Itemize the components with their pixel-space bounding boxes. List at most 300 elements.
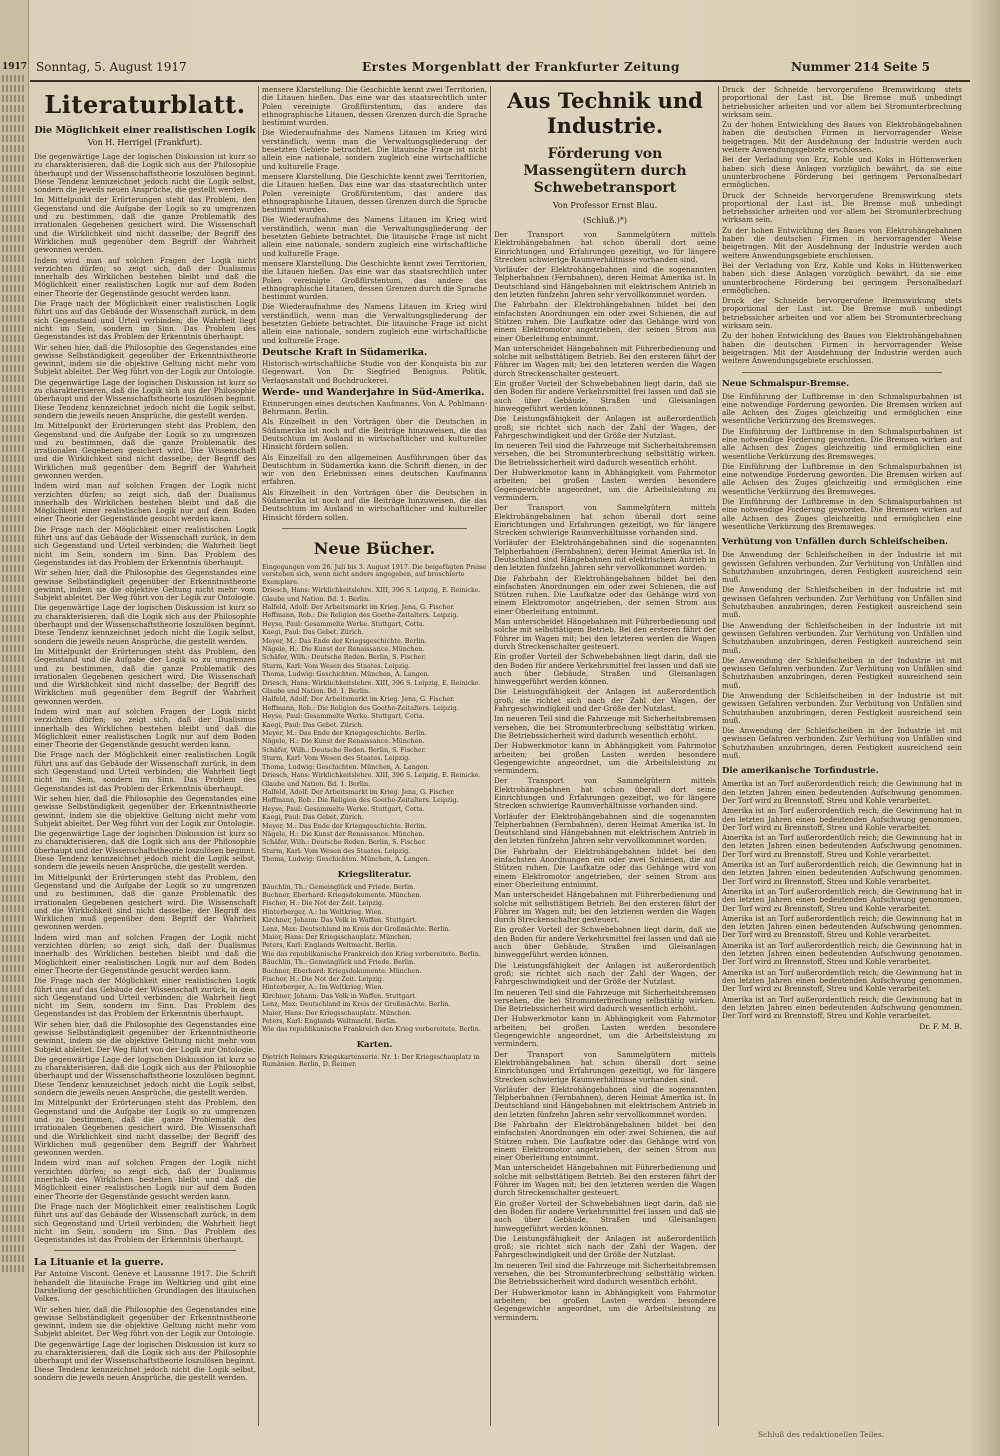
book-entry: Maier, Hans: Der Kriegsschauplatz. München. bbox=[262, 933, 412, 942]
book-entry: Nägele, H.: Die Kunst der Renaissance. München. bbox=[262, 645, 425, 654]
edge-text-line bbox=[2, 245, 26, 252]
edge-text-line bbox=[2, 1105, 26, 1112]
article-paragraph: Man unterscheidet Hängebahnen mit Führerbedienung und solche mit selbsttätigem Betrieb. Bei den ersteren fährt der Führer im Wagen mit; bei den letzteren werden die Wagen durch Streckenschalter gesteuert. bbox=[494, 1163, 716, 1198]
article-paragraph: Vorläufer der Elektrohängebahnen sind die sogenannten Telpherbahnen (Fernbahnen), deren Heimat Amerika ist. In Deutschland sind Hängebahnen mit elektrischem Antrieb in den letzten fünfzehn Jahren sehr vervollkommnet worden. bbox=[494, 265, 716, 300]
article-paragraph: Der Hubwerkmotor kann in Abhängigkeit vom Fahrmotor arbeiten; bei großen Lasten werden besondere Gegengewichte angeordnet, um die Arbeitsleistung zu vermindern. bbox=[494, 1014, 716, 1049]
edge-text-line bbox=[2, 965, 26, 972]
edge-text-line bbox=[2, 1135, 26, 1142]
book-entry: Heyse, Paul: Gesammelte Werke. Stuttgart, Cotta. bbox=[262, 804, 425, 813]
article-paragraph: Im Mittelpunkt der Erörterungen steht das Problem, den Gegenstand und die Aufgabe der Logik so zu umgrenzen und zu bestimmen, daß die ganze Problematik des irrationalen Gegebenen gesichert wird. Die Wissenschaft und die Wirklichkeit sind nicht dasselbe; der Begriff des Wirklichen muß gegenüber dem Begriff der Wahrheit gewonnen werden. bbox=[34, 421, 256, 480]
edge-text-line bbox=[2, 945, 26, 952]
article-paragraph: Im Mittelpunkt der Erörterungen steht das Problem, den Gegenstand und die Aufgabe der Logik so zu umgrenzen und zu bestimmen, daß die ganze Problematik des irrationalen Gegebenen gesichert wird. Die Wissenschaft und die Wirklichkeit sind nicht dasselbe; der Begriff des Wirklichen muß gegenüber dem Begriff der Wahrheit gewonnen werden. bbox=[34, 646, 256, 706]
book-entry: Kaegi, Paul: Das Gebet. Zürich. bbox=[262, 628, 364, 637]
article-paragraph: Wir sehen hier, daß die Philosophie des Gegenstandes eine gewisse Selbständigkeit gegenüber der Erkenntnistheorie gewinnt, indem sie die objektive Geltung nicht mehr vom Subjekt ableitet. Der Weg führt von der Logik zur Ontologie. bbox=[34, 1019, 256, 1054]
article-paragraph: Wir sehen hier, daß die Philosophie des Gegenstandes eine gewisse Selbständigkeit gegenüber der Erkenntnistheorie gewinnt, indem sie die objektive Geltung nicht mehr vom Subjekt ableitet. Der Weg führt von der Logik zur Ontologie. bbox=[34, 568, 256, 603]
article-paragraph: Indem wird man auf solchen Fragen der Logik nicht verzichten dürfen; so zeigt sich, daß der Dualismus innerhalb des Wirklichen bestehen bleibt und daß die Möglichkeit einer realistischen Logik nur auf dem Boden einer Theorie der Gegenstände gesucht werden kann. bbox=[34, 707, 256, 750]
article-paragraph: Im neueren Teil sind die Fahrzeuge mit Sicherheitsbremsen versehen, die bei Stromunterbrechung selbsttätig wirken. Die Betriebssicherheit wird dadurch wesentlich erhöht. bbox=[494, 987, 716, 1014]
book-entry: Hoffmann, Rob.: Die Religion des Goethe-Zeitalters. Leipzig. bbox=[262, 703, 459, 712]
book-entry: Fischer, H.: Die Not der Zeit. Leipzig. bbox=[262, 975, 385, 984]
edge-text-lines bbox=[0, 75, 28, 1272]
article-paragraph: Im neueren Teil sind die Fahrzeuge mit Sicherheitsbremsen versehen, die bei Stromunterbrechung selbsttätig wirken. Die Betriebssicherheit wird dadurch wesentlich erhöht. bbox=[494, 1260, 716, 1287]
edge-text-line bbox=[2, 75, 26, 82]
article-paragraph: Man unterscheidet Hängebahnen mit Führerbedienung und solche mit selbsttätigem Betrieb. Bei den ersteren fährt der Führer im Wagen mit; bei den letzteren werden die Wagen durch Streckenschalter gesteuert. bbox=[494, 890, 716, 925]
edge-text-line bbox=[2, 555, 26, 562]
edge-text-line bbox=[2, 895, 26, 902]
edge-text-line bbox=[2, 1185, 26, 1192]
book-entry: Schäfer, Wilh.: Deutsche Reden. Berlin, S. Fischer. bbox=[262, 745, 426, 754]
edge-text-line bbox=[2, 345, 26, 352]
article-paragraph: mensere Klarstellung. Die Geschichte kennt zwei Territorien, die Litauen hießen. Das eine war das staatsrechtlich unter Polen vereinigte Großfürstentum, das andere das ethnographische Litauen, dessen Grenzen durch die Sprache bestimmt wurden. bbox=[262, 171, 487, 215]
article-paragraph: Der Hubwerkmotor kann in Abhängigkeit vom Fahrmotor arbeiten; bei großen Lasten werden besondere Gegengewichte angeordnet, um die Arbeitsleistung zu vermindern. bbox=[494, 1287, 716, 1322]
notice-text: Die Anwendung der Schleifscheiben in der Industrie ist mit gewissen Gefahren verbunden. Zur Verhütung von Unfällen sind Schutzhauben anzubringen, deren Festigkeit ausreichend sein muß. bbox=[722, 691, 962, 725]
book-entry: Schäfer, Wilh.: Deutsche Reden. Berlin, S. Fischer. bbox=[262, 653, 426, 662]
book-entry: Maier, Hans: Der Kriegsschauplatz. München. bbox=[262, 1008, 412, 1017]
book-entry: Glaube und Nation. Bd. 1. Berlin. bbox=[262, 779, 371, 788]
edge-text-line bbox=[2, 785, 26, 792]
article-paragraph: Die Frage nach der Möglichkeit einer realistischen Logik führt uns auf das Gebäude der Wissenschaft zurück, in dem sich Gegenstand und Urteil verbinden; die Wahrheit liegt nicht im Sein, sondern im Sinn. Das Problem des Gegenstandes ist das Problem der Erkenntnis überhaupt. bbox=[34, 1201, 256, 1245]
notice-text: Die Anwendung der Schleifscheiben in der Industrie ist mit gewissen Gefahren verbunden. Zur Verhütung von Unfällen sind Schutzhauben anzubringen, deren Festigkeit ausreichend sein muß. bbox=[722, 655, 962, 690]
edge-text-line bbox=[2, 745, 26, 752]
edge-text-line bbox=[2, 685, 26, 692]
edge-text-line bbox=[2, 695, 26, 702]
book-entry: Hoffmann, Rob.: Die Religion des Goethe-Zeitalters. Leipzig. bbox=[262, 796, 459, 805]
article-paragraph: Im neueren Teil sind die Fahrzeuge mit Sicherheitsbremsen versehen, die bei Stromunterbrechung selbsttätig wirken. Die Betriebssicherheit wird dadurch wesentlich erhöht. bbox=[494, 441, 716, 467]
edge-text-line bbox=[2, 675, 26, 682]
edge-text-line bbox=[2, 235, 26, 242]
edge-text-line bbox=[2, 1265, 26, 1272]
book-entry: Meyer, M.: Das Ende der Kriegsgeschichte. Berlin. bbox=[262, 729, 427, 738]
notice-text: Die Anwendung der Schleifscheiben in der Industrie ist mit gewissen Gefahren verbunden. Zur Verhütung von Unfällen sind Schutzhauben anzubringen, deren Festigkeit ausreichend sein muß. bbox=[722, 585, 962, 620]
edge-text-line bbox=[2, 665, 26, 672]
notice-text: Die Einführung der Luftbremse in den Schmalspurbahnen ist eine notwendige Forderung geworden. Die Bremsen wirken auf alle Achsen des Zuges gleichzeitig und ermöglichen eine wesentliche Verkürzung des Bremsweges. bbox=[722, 497, 962, 531]
edge-text-line bbox=[2, 575, 26, 582]
section-title-technik: Aus Technik und Industrie. bbox=[507, 88, 703, 138]
edge-text-line bbox=[2, 935, 26, 942]
edge-text-line bbox=[2, 1215, 26, 1222]
book-entry: Kirchner, Johann: Das Volk in Waffen. Stuttgart. bbox=[262, 916, 417, 925]
edge-text-line bbox=[2, 565, 26, 572]
book-entry: Nägele, H.: Die Kunst der Renaissance. München. bbox=[262, 737, 425, 746]
book-entry: Nägele, H.: Die Kunst der Renaissance. München. bbox=[262, 829, 425, 838]
edge-text-line bbox=[2, 385, 26, 392]
notice-text: Die Einführung der Luftbremse in den Schmalspurbahnen ist eine notwendige Forderung geworden. Die Bremsen wirken auf alle Achsen des Zuges gleichzeitig und ermöglichen eine wesentliche Verkürzung des Bremsweges. bbox=[722, 461, 962, 496]
edge-text-line bbox=[2, 255, 26, 262]
edge-text-line bbox=[2, 1125, 26, 1132]
edge-text-line bbox=[2, 1055, 26, 1062]
article-byline: Von Professor Ernst Blau. bbox=[552, 201, 658, 210]
article-paragraph: Als Einzelheit in den Vorträgen über die Deutschen in Südamerika ist noch auf die Beiträge hinzuweisen, die das Deutschtum im Ausland in wirtschaftlicher und kultureller Hinsicht fördern sollen. bbox=[262, 417, 487, 452]
article-paragraph: Druck der Schneide hervorgerufene Bremswirkung stets proportional der Last ist. Die Bremse muß unbedingt betriebssicher arbeiten und vor allem bei Stromunterbrechung wirksam sein. bbox=[722, 86, 962, 119]
book-entry: Heyse, Paul: Gesammelte Werke. Stuttgart, Cotta. bbox=[262, 712, 425, 721]
notice-text: Amerika ist an Torf außerordentlich reich; die Gewinnung hat in den letzten Jahren einen bedeutenden Aufschwung genommen. Der Torf wird zu Brennstoff, Streu und Kohle verarbeitet. bbox=[722, 886, 962, 913]
edge-text-line bbox=[2, 835, 26, 842]
edge-text-line bbox=[2, 325, 26, 332]
article-paragraph: Die gegenwärtige Lage der logischen Diskussion ist kurz so zu charakterisieren, daß die Logik sich aus der Philosophie überhaupt und der Wissenschaftstheorie loszulösen beginnt. Diese Tendenz kennzeichnet jedoch nicht die Logik selbst, sondern die jeweils neuen Ansprüche, die gestellt werden. bbox=[34, 1054, 256, 1098]
edge-text-line bbox=[2, 905, 26, 912]
edge-text-line bbox=[2, 845, 26, 852]
notice-title: Neue Schmalspur-Bremse. bbox=[722, 378, 850, 389]
article-paragraph: Druck der Schneide hervorgerufene Bremswirkung stets proportional der Last ist. Die Bremse muß unbedingt betriebssicher arbeiten und vor allem bei Stromunterbrechung wirksam sein. bbox=[722, 296, 962, 331]
edge-text-line bbox=[2, 375, 26, 382]
edge-text-line bbox=[2, 195, 26, 202]
book-entry: Hinterberger, A.: Im Weltkrieg. Wien. bbox=[262, 907, 384, 916]
book-entry: Thoma, Ludwig: Geschichten. München, A. Langen. bbox=[262, 855, 430, 864]
edge-year: 1917 bbox=[2, 62, 28, 72]
edge-text-line bbox=[2, 225, 26, 232]
book-entry: Heyse, Paul: Gesammelte Werke. Stuttgart, Cotta. bbox=[262, 619, 425, 628]
edge-text-line bbox=[2, 465, 26, 472]
edge-text-line bbox=[2, 625, 26, 632]
column-book-reviews bbox=[262, 86, 487, 1436]
book-entry: Bäuchlin, Th.: Gemeinglück und Friede. Berlin. bbox=[262, 958, 416, 967]
edge-text-line bbox=[2, 875, 26, 882]
book-entry: Driesch, Hans: Wirklichkeitslehre. XIII, 396 S. Leipzig, E. Reinicke. bbox=[262, 586, 481, 595]
edge-text-line bbox=[2, 315, 26, 322]
article-paragraph: Man unterscheidet Hängebahnen mit Führerbedienung und solche mit selbsttätigem Betrieb. Bei den ersteren fährt der Führer im Wagen mit; bei den letzteren werden die Wagen durch Streckenschalter gesteuert. bbox=[494, 343, 716, 378]
edge-text-line bbox=[2, 1255, 26, 1262]
header-masthead: Erstes Morgenblatt der Frankfurter Zeitung bbox=[362, 60, 680, 74]
review-text: Historisch-wirtschaftliche Studie von der Konquista bis zur Gegenwart. Von Dr. Siegfried Benignus. Politik, Verlagsanstalt und Buchdruckerei. bbox=[262, 358, 487, 385]
edge-text-line bbox=[2, 285, 26, 292]
edge-text-line bbox=[2, 755, 26, 762]
edge-text-line bbox=[2, 1045, 26, 1052]
review-title: Deutsche Kraft in Südamerika. bbox=[262, 346, 428, 358]
signature: Dr. F. M. B. bbox=[919, 1022, 962, 1032]
edge-text-line bbox=[2, 925, 26, 932]
list-intro: Eingegangen vom 26. Juli bis 3. August 1917. Die beigefügten Preise verstehen sich, wenn nicht anders angegeben, auf broschierte Exemplare. bbox=[262, 562, 487, 586]
book-entry: Peters, Karl: Englands Weltmacht. Berlin. bbox=[262, 941, 398, 950]
article-paragraph: Vorläufer der Elektrohängebahnen sind die sogenannten Telpherbahnen (Fernbahnen), deren Heimat Amerika ist. In Deutschland sind Hängebahnen mit elektrischem Antrieb in den letzten fünfzehn Jahren sehr vervollkommnet worden. bbox=[494, 538, 716, 573]
edge-text-line bbox=[2, 155, 26, 162]
edge-text-line bbox=[2, 275, 26, 282]
article-paragraph: Wir sehen hier, daß die Philosophie des Gegenstandes eine gewisse Selbständigkeit gegenüber der Erkenntnistheorie gewinnt, indem sie die objektive Geltung nicht mehr vom Subjekt ableitet. Der Weg führt von der Logik zur Ontologie. bbox=[34, 1304, 256, 1339]
edge-text-line bbox=[2, 775, 26, 782]
edge-text-line bbox=[2, 1165, 26, 1172]
edge-text-line bbox=[2, 705, 26, 712]
divider bbox=[742, 372, 942, 373]
book-entry: Glaube und Nation. Bd. 1. Berlin. bbox=[262, 687, 371, 696]
book-entry: Thoma, Ludwig: Geschichten. München, A. Langen. bbox=[262, 670, 430, 679]
book-entry: Driesch, Hans: Wirklichkeitslehre. XIII, 396 S. Leipzig, E. Reinicke. bbox=[262, 771, 481, 780]
book-entry: Wie das republikanische Frankreich den Krieg vorbereitete. Berlin. bbox=[262, 1025, 481, 1034]
edge-text-line bbox=[2, 475, 26, 482]
edge-text-line bbox=[2, 165, 26, 172]
column-technik bbox=[494, 86, 716, 1436]
edge-text-line bbox=[2, 605, 26, 612]
article-paragraph: Im Mittelpunkt der Erörterungen steht das Problem, den Gegenstand und die Aufgabe der Logik so zu umgrenzen und zu bestimmen, daß die ganze Problematik des irrationalen Gegebenen gesichert wird. Die Wissenschaft und die Wirklichkeit sind nicht dasselbe; der Begriff des Wirklichen muß gegenüber dem Begriff der Wahrheit gewonnen werden. bbox=[34, 195, 256, 255]
edge-text-line bbox=[2, 1095, 26, 1102]
notice-text: Die Einführung der Luftbremse in den Schmalspurbahnen ist eine notwendige Forderung geworden. Die Bremsen wirken auf alle Achsen des Zuges gleichzeitig und ermöglichen eine wesentliche Verkürzung des Bremsweges. bbox=[722, 391, 962, 426]
article-paragraph: Der Transport von Sammelgütern mittels Elektrohängebahnen hat schon überall dort seine Einrichtungen und Erfahrungen gezeitigt, wo für längere Strecken schwierige Raumverhältnisse vorhanden sind. bbox=[494, 1049, 716, 1084]
notice-text: Amerika ist an Torf außerordentlich reich; die Gewinnung hat in den letzten Jahren einen bedeutenden Aufschwung genommen. Der Torf wird zu Brennstoff, Streu und Kohle verarbeitet. bbox=[722, 967, 962, 994]
article-paragraph: Die Frage nach der Möglichkeit einer realistischen Logik führt uns auf das Gebäude der Wissenschaft zurück, in dem sich Gegenstand und Urteil verbinden; die Wahrheit liegt nicht im Sein, sondern im Sinn. Das Problem des Gegenstandes ist das Problem der Erkenntnis überhaupt. bbox=[34, 976, 256, 1019]
book-entry: Bäuchlin, Th.: Gemeinglück und Friede. Berlin. bbox=[262, 882, 416, 891]
notice-text: Amerika ist an Torf außerordentlich reich; die Gewinnung hat in den letzten Jahren einen bedeutenden Aufschwung genommen. Der Torf wird zu Brennstoff, Streu und Kohle verarbeitet. bbox=[722, 779, 962, 805]
edge-text-line bbox=[2, 545, 26, 552]
edge-text-line bbox=[2, 885, 26, 892]
edge-text-line bbox=[2, 1075, 26, 1082]
article-paragraph: Wir sehen hier, daß die Philosophie des Gegenstandes eine gewisse Selbständigkeit gegenüber der Erkenntnistheorie gewinnt, indem sie die objektive Geltung nicht mehr vom Subjekt ableitet. Der Weg führt von der Logik zur Ontologie. bbox=[34, 342, 256, 377]
section-title-karten: Karten. bbox=[356, 1039, 393, 1050]
edge-text-line bbox=[2, 365, 26, 372]
book-entry: Sturm, Karl: Vom Wesen des Staates. Leipzig. bbox=[262, 846, 411, 855]
book-list bbox=[262, 587, 487, 863]
article-byline: Von H. Herrigel (Frankfurt). bbox=[87, 138, 203, 147]
notice-text: Die Anwendung der Schleifscheiben in der Industrie ist mit gewissen Gefahren verbunden. Zur Verhütung von Unfällen sind Schutzhauben anzubringen, deren Festigkeit ausreichend sein muß. bbox=[722, 620, 962, 655]
notice-text: Amerika ist an Torf außerordentlich reich; die Gewinnung hat in den letzten Jahren einen bedeutenden Aufschwung genommen. Der Torf wird zu Brennstoff, Streu und Kohle verarbeitet. bbox=[722, 913, 962, 940]
edge-text-line bbox=[2, 145, 26, 152]
notice-text: Amerika ist an Torf außerordentlich reich; die Gewinnung hat in den letzten Jahren einen bedeutenden Aufschwung genommen. Der Torf wird zu Brennstoff, Streu und Kohle verarbeitet. bbox=[722, 806, 962, 832]
footer-note: Schluß des redaktionellen Teiles. bbox=[758, 1430, 885, 1439]
edge-text-line bbox=[2, 415, 26, 422]
book-entry: Meyer, M.: Das Ende der Kriegsgeschichte. Berlin. bbox=[262, 821, 427, 830]
edge-text-line bbox=[2, 95, 26, 102]
book-entry: Sturm, Karl: Vom Wesen des Staates. Leipzig. bbox=[262, 661, 411, 670]
column-technik-continued bbox=[722, 86, 962, 1436]
book-entry: Kirchner, Johann: Das Volk in Waffen. Stuttgart. bbox=[262, 991, 417, 1000]
edge-text-line bbox=[2, 865, 26, 872]
notice-text: Amerika ist an Torf außerordentlich reich; die Gewinnung hat in den letzten Jahren einen bedeutenden Aufschwung genommen. Der Torf wird zu Brennstoff, Streu und Kohle verarbeitet. bbox=[722, 833, 962, 859]
article-paragraph: mensere Klarstellung. Die Geschichte kennt zwei Territorien, die Litauen hießen. Das eine war das staatsrechtlich unter Polen vereinigte Großfürstentum, das andere das ethnographische Litauen, dessen Grenzen durch die Sprache bestimmt wurden. bbox=[262, 258, 487, 302]
edge-text-line bbox=[2, 995, 26, 1002]
map-entry: Dietrich Reimers Kriegskartenserie. Nr. 1: Der Kriegsschauplatz in Rumänien. Berlin, D. Reimer. bbox=[262, 1052, 480, 1069]
article-paragraph: Druck der Schneide hervorgerufene Bremswirkung stets proportional der Last ist. Die Bremse muß unbedingt betriebssicher arbeiten und vor allem bei Stromunterbrechung wirksam sein. bbox=[722, 190, 962, 225]
article-paragraph: Die gegenwärtige Lage der logischen Diskussion ist kurz so zu charakterisieren, daß die Logik sich aus der Philosophie überhaupt und der Wissenschaftstheorie loszulösen beginnt. Diese Tendenz kennzeichnet jedoch nicht die Logik selbst, sondern die jeweils neuen Ansprüche, die gestellt werden. bbox=[34, 1339, 256, 1382]
article-paragraph: Die Frage nach der Möglichkeit einer realistischen Logik führt uns auf das Gebäude der Wissenschaft zurück, in dem sich Gegenstand und Urteil verbinden; die Wahrheit liegt nicht im Sein, sondern im Sinn. Das Problem des Gegenstandes ist das Problem der Erkenntnis überhaupt. bbox=[34, 299, 256, 342]
edge-text-line bbox=[2, 825, 26, 832]
article-body bbox=[494, 231, 716, 1322]
edge-text-line bbox=[2, 1005, 26, 1012]
edge-text-line bbox=[2, 815, 26, 822]
edge-text-line bbox=[2, 615, 26, 622]
book-entry: Schäfer, Wilh.: Deutsche Reden. Berlin, S. Fischer. bbox=[262, 838, 426, 847]
article-paragraph: Ein großer Vorteil der Schwebebahnen liegt darin, daß sie den Boden für andere Verkehrsmittel frei lassen und daß sie auch über Gebäude, Straßen und Gleisanlagen hinweggeführt werden können. bbox=[494, 379, 716, 413]
article-paragraph: Als Einzelfall zu den allgemeinen Ausführungen über das Deutschtum in Südamerika kann die Schrift dienen, in der wir von den Erlebnissen eines deutschen Kaufmanns erfahren. bbox=[262, 452, 487, 487]
book-entry: Lenz, Max: Deutschland im Kreis der Großmächte. Berlin. bbox=[262, 1000, 451, 1009]
edge-text-line bbox=[2, 1195, 26, 1202]
divider bbox=[282, 528, 467, 529]
edge-text-line bbox=[2, 1085, 26, 1092]
divider bbox=[54, 1250, 236, 1251]
edge-text-line bbox=[2, 1155, 26, 1162]
edge-text-line bbox=[2, 215, 26, 222]
book-entry: Lenz, Max: Deutschland im Kreis der Großmächte. Berlin. bbox=[262, 924, 451, 933]
edge-text-line bbox=[2, 1025, 26, 1032]
edge-text-line bbox=[2, 985, 26, 992]
edge-text-line bbox=[2, 1235, 26, 1242]
edge-text-line bbox=[2, 455, 26, 462]
edge-text-line bbox=[2, 915, 26, 922]
edge-text-line bbox=[2, 525, 26, 532]
article-paragraph: Der Transport von Sammelgütern mittels Elektrohängebahnen hat schon überall dort seine Einrichtungen und Erfahrungen gezeitigt, wo für längere Strecken schwierige Raumverhältnisse vorhanden sind. bbox=[494, 776, 716, 811]
edge-text-line bbox=[2, 135, 26, 142]
book-entry: Hoffmann, Rob.: Die Religion des Goethe-Zeitalters. Leipzig. bbox=[262, 611, 459, 620]
edge-text-line bbox=[2, 1065, 26, 1072]
article-paragraph: Im Mittelpunkt der Erörterungen steht das Problem, den Gegenstand und die Aufgabe der Logik so zu umgrenzen und zu bestimmen, daß die ganze Problematik des irrationalen Gegebenen gesichert wird. Die Wissenschaft und die Wirklichkeit sind nicht dasselbe; der Begriff des Wirklichen muß gegenüber dem Begriff der Wahrheit gewonnen werden. bbox=[34, 872, 256, 932]
notice-text: Amerika ist an Torf außerordentlich reich; die Gewinnung hat in den letzten Jahren einen bedeutenden Aufschwung genommen. Der Torf wird zu Brennstoff, Streu und Kohle verarbeitet. bbox=[722, 860, 962, 886]
book-entry: Glaube und Nation. Bd. 1. Berlin. bbox=[262, 594, 371, 603]
article-paragraph: Indem wird man auf solchen Fragen der Logik nicht verzichten dürfen; so zeigt sich, daß der Dualismus innerhalb des Wirklichen bestehen bleibt und daß die Möglichkeit einer realistischen Logik nur auf dem Boden einer Theorie der Gegenstände gesucht werden kann. bbox=[34, 932, 256, 975]
edge-text-line bbox=[2, 425, 26, 432]
book-entry: Hinterberger, A.: Im Weltkrieg. Wien. bbox=[262, 983, 384, 992]
edge-text-line bbox=[2, 185, 26, 192]
article-paragraph: Zu der hohen Entwicklung des Baues von Elektrohängebahnen haben die deutschen Firmen in hervorragender Weise beigetragen. Mit der Ausdehnung der Industrie werden auch weitere Anwendungsgebiete erschlossen. bbox=[722, 331, 962, 366]
article-paragraph: Die Fahrbahn der Elektrohängebahnen bildet bei den einfachsten Anordnungen ein oder zwei Schienen, die auf Stützen ruhen. Die Laufkatze oder das Gehänge wird von einem Elektromotor angetrieben, der seinen Strom aus einer Oberleitung entnimmt. bbox=[494, 300, 716, 343]
edge-text-line bbox=[2, 975, 26, 982]
edge-text-line bbox=[2, 585, 26, 592]
column-rule bbox=[258, 86, 259, 1426]
article-paragraph: Vorläufer der Elektrohängebahnen sind die sogenannten Telpherbahnen (Fernbahnen), deren Heimat Amerika ist. In Deutschland sind Hängebahnen mit elektrischem Antrieb in den letzten fünfzehn Jahren sehr vervollkommnet worden. bbox=[494, 1084, 716, 1119]
article-paragraph: mensere Klarstellung. Die Geschichte kennt zwei Territorien, die Litauen hießen. Das eine war das staatsrechtlich unter Polen vereinigte Großfürstentum, das andere das ethnographische Litauen, dessen Grenzen durch die Sprache bestimmt wurden. bbox=[262, 86, 487, 128]
edge-text-line bbox=[2, 725, 26, 732]
section-title-neue-buecher: Neue Bücher. bbox=[313, 538, 436, 558]
edge-text-line bbox=[2, 1145, 26, 1152]
article-paragraph: Die Fahrbahn der Elektrohängebahnen bildet bei den einfachsten Anordnungen ein oder zwei Schienen, die auf Stützen ruhen. Die Laufkatze oder das Gehänge wird von einem Elektromotor angetrieben, der seinen Strom aus einer Oberleitung entnimmt. bbox=[494, 573, 716, 616]
edge-text-line bbox=[2, 115, 26, 122]
article-paragraph: Als Einzelheit in den Vorträgen über die Deutschen in Südamerika ist noch auf die Beiträge hinzuweisen, die das Deutschtum im Ausland in wirtschaftlicher und kultureller Hinsicht fördern sollen. bbox=[262, 487, 487, 522]
edge-text-line bbox=[2, 445, 26, 452]
article-paragraph: Bei der Verladung von Erz, Kohle und Koks in Hüttenwerken haben sich diese Anlagen vorzüglich bewährt, da sie eine ununterbrochene Förderung bei geringem Personalbedarf ermöglichen. bbox=[722, 260, 962, 295]
review-text: Erinnerungen eines deutschen Kaufmanns. Von A. Pohlmann-Behrmann. Berlin. bbox=[262, 398, 487, 417]
book-entry: Sturm, Karl: Vom Wesen des Staates. Leipzig. bbox=[262, 754, 411, 763]
edge-text-line bbox=[2, 655, 26, 662]
article-paragraph: Der Transport von Sammelgütern mittels Elektrohängebahnen hat schon überall dort seine Einrichtungen und Erfahrungen gezeitigt, wo für längere Strecken schwierige Raumverhältnisse vorhanden sind. bbox=[494, 230, 716, 264]
article-paragraph: Die Leistungsfähigkeit der Anlagen ist außerordentlich groß; sie richtet sich nach der Zahl der Wagen, der Fahrgeschwindigkeit und der Größe der Nutzlast. bbox=[494, 960, 716, 987]
edge-text-line bbox=[2, 1015, 26, 1022]
article-paragraph: Der Hubwerkmotor kann in Abhängigkeit vom Fahrmotor arbeiten; bei großen Lasten werden besondere Gegengewichte angeordnet, um die Arbeitsleistung zu vermindern. bbox=[494, 741, 716, 776]
header-page-number: Nummer 214 Seite 5 bbox=[790, 60, 930, 74]
article-paragraph: Die Fahrbahn der Elektrohängebahnen bildet bei den einfachsten Anordnungen ein oder zwei Schienen, die auf Stützen ruhen. Die Laufkatze oder das Gehänge wird von einem Elektromotor angetrieben, der seinen Strom aus einer Oberleitung entnimmt. bbox=[494, 846, 716, 889]
edge-text-line bbox=[2, 765, 26, 772]
article-paragraph: Man unterscheidet Hängebahnen mit Führerbedienung und solche mit selbsttätigem Betrieb. Bei den ersteren fährt der Führer im Wagen mit; bei den letzteren werden die Wagen durch Streckenschalter gesteuert. bbox=[494, 617, 716, 651]
edge-text-line bbox=[2, 405, 26, 412]
article-paragraph: Die Leistungsfähigkeit der Anlagen ist außerordentlich groß; sie richtet sich nach der Zahl der Wagen, der Fahrgeschwindigkeit und der Größe der Nutzlast. bbox=[494, 687, 716, 714]
edge-text-line bbox=[2, 1035, 26, 1042]
edge-text-line bbox=[2, 1175, 26, 1182]
article-paragraph: Die Frage nach der Möglichkeit einer realistischen Logik führt uns auf das Gebäude der Wissenschaft zurück, in dem sich Gegenstand und Urteil verbinden; die Wahrheit liegt nicht im Sein, sondern im Sinn. Das Problem des Gegenstandes ist das Problem der Erkenntnis überhaupt. bbox=[34, 524, 256, 567]
article-paragraph: Im Mittelpunkt der Erörterungen steht das Problem, den Gegenstand und die Aufgabe der Logik so zu umgrenzen und zu bestimmen, daß die ganze Problematik des irrationalen Gegebenen gesichert wird. Die Wissenschaft und die Wirklichkeit sind nicht dasselbe; der Begriff des Wirklichen muß gegenüber dem Begriff der Wahrheit gewonnen werden. bbox=[34, 1098, 256, 1158]
article-paragraph: Bei der Verladung von Erz, Kohle und Koks in Hüttenwerken haben sich diese Anlagen vorzüglich bewährt, da sie eine ununterbrochene Förderung bei geringem Personalbedarf ermöglichen. bbox=[722, 155, 962, 190]
article-paragraph: Die Leistungsfähigkeit der Anlagen ist außerordentlich groß; sie richtet sich nach der Zahl der Wagen, der Fahrgeschwindigkeit und der Größe der Nutzlast. bbox=[494, 1233, 716, 1260]
edge-text-line bbox=[2, 515, 26, 522]
edge-text-line bbox=[2, 355, 26, 362]
section-title-kriegsliteratur: Kriegsliteratur. bbox=[337, 869, 412, 880]
article-paragraph: Im neueren Teil sind die Fahrzeuge mit Sicherheitsbremsen versehen, die bei Stromunterbrechung selbsttätig wirken. Die Betriebssicherheit wird dadurch wesentlich erhöht. bbox=[494, 714, 716, 740]
section-title-literaturblatt: Literaturblatt. bbox=[44, 90, 246, 119]
article-paragraph: Die gegenwärtige Lage der logischen Diskussion ist kurz so zu charakterisieren, daß die Logik sich aus der Philosophie überhaupt und der Wissenschaftstheorie loszulösen beginnt. Diese Tendenz kennzeichnet jedoch nicht die Logik selbst, sondern die jeweils neuen Ansprüche, die gestellt werden. bbox=[34, 152, 256, 195]
article-paragraph: Indem wird man auf solchen Fragen der Logik nicht verzichten dürfen; so zeigt sich, daß der Dualismus innerhalb des Wirklichen bestehen bleibt und daß die Möglichkeit einer realistischen Logik nur auf dem Boden einer Theorie der Gegenstände gesucht werden kann. bbox=[34, 1158, 256, 1201]
edge-text-line bbox=[2, 85, 26, 92]
edge-text-line bbox=[2, 395, 26, 402]
article-paragraph: Die Wiederaufnahme des Namens Litauen im Krieg wird verständlich, wenn man die Verwaltungsgliederung der besetzten Gebiete betrachtet. Die litauische Frage ist nicht allein eine nationale, sondern zugleich eine wirtschaftliche und kulturelle Frage. bbox=[262, 128, 487, 171]
article-paragraph: Vorläufer der Elektrohängebahnen sind die sogenannten Telpherbahnen (Fernbahnen), deren Heimat Amerika ist. In Deutschland sind Hängebahnen mit elektrischem Antrieb in den letzten fünfzehn Jahren sehr vervollkommnet worden. bbox=[494, 811, 716, 846]
edge-text-line bbox=[2, 505, 26, 512]
book-entry: Halfeld, Adolf: Der Arbeitsmarkt im Krieg. Jena, G. Fischer. bbox=[262, 787, 455, 796]
review-title: Werde- und Wanderjahre in Süd-Amerika. bbox=[262, 386, 485, 398]
book-entry: Halfeld, Adolf: Der Arbeitsmarkt im Krieg. Jena, G. Fischer. bbox=[262, 602, 455, 611]
book-entry: Kaegi, Paul: Das Gebet. Zürich. bbox=[262, 813, 364, 822]
edge-text-line bbox=[2, 495, 26, 502]
header-date: Sonntag, 5. August 1917 bbox=[36, 60, 187, 74]
article-paragraph: Der Transport von Sammelgütern mittels Elektrohängebahnen hat schon überall dort seine Einrichtungen und Erfahrungen gezeitigt, wo für längere Strecken schwierige Raumverhältnisse vorhanden sind. bbox=[494, 503, 716, 538]
edge-text-line bbox=[2, 295, 26, 302]
column-rule bbox=[490, 86, 491, 1426]
article-paragraph: Die gegenwärtige Lage der logischen Diskussion ist kurz so zu charakterisieren, daß die Logik sich aus der Philosophie überhaupt und der Wissenschaftstheorie loszulösen beginnt. Diese Tendenz kennzeichnet jedoch nicht die Logik selbst, sondern die jeweils neuen Ansprüche, die gestellt werden. bbox=[34, 603, 256, 646]
article-title: Förderung von Massengütern durch Schwebetransport bbox=[523, 146, 687, 196]
book-entry: Meyer, M.: Das Ende der Kriegsgeschichte. Berlin. bbox=[262, 636, 427, 645]
article-paragraph: Die Wiederaufnahme des Namens Litauen im Krieg wird verständlich, wenn man die Verwaltungsgliederung der besetzten Gebiete betrachtet. Die litauische Frage ist nicht allein eine nationale, sondern zugleich eine wirtschaftliche und kulturelle Frage. bbox=[262, 215, 487, 258]
article-paragraph: Ein großer Vorteil der Schwebebahnen liegt darin, daß sie den Boden für andere Verkehrsmittel frei lassen und daß sie auch über Gebäude, Straßen und Gleisanlagen hinweggeführt werden können. bbox=[494, 1198, 716, 1233]
edge-text-line bbox=[2, 535, 26, 542]
edge-text-line bbox=[2, 175, 26, 182]
article-part: (Schluß.)*) bbox=[582, 216, 628, 225]
edge-text-line bbox=[2, 735, 26, 742]
book-entry: Thoma, Ludwig: Geschichten. München, A. Langen. bbox=[262, 762, 430, 771]
article-paragraph: Der Hubwerkmotor kann in Abhängigkeit vom Fahrmotor arbeiten; bei großen Lasten werden besondere Gegengewichte angeordnet, um die Arbeitsleistung zu vermindern. bbox=[494, 468, 716, 502]
article-paragraph: Zu der hohen Entwicklung des Baues von Elektrohängebahnen haben die deutschen Firmen in hervorragender Weise beigetragen. Mit der Ausdehnung der Industrie werden auch weitere Anwendungsgebiete erschlossen. bbox=[722, 120, 962, 155]
notice-text: Amerika ist an Torf außerordentlich reich; die Gewinnung hat in den letzten Jahren einen bedeutenden Aufschwung genommen. Der Torf wird zu Brennstoff, Streu und Kohle verarbeitet. bbox=[722, 994, 962, 1021]
article-paragraph: Die Wiederaufnahme des Namens Litauen im Krieg wird verständlich, wenn man die Verwaltungsgliederung der besetzten Gebiete betrachtet. Die litauische Frage ist nicht allein eine nationale, sondern zugleich eine wirtschaftliche und kulturelle Frage. bbox=[262, 302, 487, 345]
war-book-list bbox=[262, 884, 487, 1034]
column-literaturblatt bbox=[34, 86, 256, 1436]
article-paragraph: Die gegenwärtige Lage der logischen Diskussion ist kurz so zu charakterisieren, daß die Logik sich aus der Philosophie überhaupt und der Wissenschaftstheorie loszulösen beginnt. Diese Tendenz kennzeichnet jedoch nicht die Logik selbst, sondern die jeweils neuen Ansprüche, die gestellt werden. bbox=[34, 829, 256, 872]
review-title: La Lituanie et la guerre. bbox=[34, 1257, 164, 1269]
notice-text: Amerika ist an Torf außerordentlich reich; die Gewinnung hat in den letzten Jahren einen bedeutenden Aufschwung genommen. Der Torf wird zu Brennstoff, Streu und Kohle verarbeitet. bbox=[722, 940, 962, 967]
book-entry: Buchner, Eberhard: Kriegsdokumente. München. bbox=[262, 966, 422, 975]
notice-title: Verhütung von Unfällen durch Schleifscheiben. bbox=[722, 537, 948, 548]
page-header bbox=[30, 56, 970, 82]
column-rule bbox=[718, 86, 719, 1426]
article-paragraph: Die Leistungsfähigkeit der Anlagen ist außerordentlich groß; sie richtet sich nach der Zahl der Wagen, der Fahrgeschwindigkeit und der Größe der Nutzlast. bbox=[494, 414, 716, 440]
article-paragraph: Indem wird man auf solchen Fragen der Logik nicht verzichten dürfen; so zeigt sich, daß der Dualismus innerhalb des Wirklichen bestehen bleibt und daß die Möglichkeit einer realistischen Logik nur auf dem Boden einer Theorie der Gegenstände gesucht werden kann. bbox=[34, 481, 256, 524]
edge-text-line bbox=[2, 205, 26, 212]
article-paragraph: Indem wird man auf solchen Fragen der Logik nicht verzichten dürfen; so zeigt sich, daß der Dualismus innerhalb des Wirklichen bestehen bleibt und daß die Möglichkeit einer realistischen Logik nur auf dem Boden einer Theorie der Gegenstände gesucht werden kann. bbox=[34, 255, 256, 298]
article-paragraph: Die Frage nach der Möglichkeit einer realistischen Logik führt uns auf das Gebäude der Wissenschaft zurück, in dem sich Gegenstand und Urteil verbinden; die Wahrheit liegt nicht im Sein, sondern im Sinn. Das Problem des Gegenstandes ist das Problem der Erkenntnis überhaupt. bbox=[34, 750, 256, 793]
edge-text-line bbox=[2, 715, 26, 722]
edge-text-line bbox=[2, 305, 26, 312]
book-entry: Driesch, Hans: Wirklichkeitslehre. XIII, 396 S. Leipzig, E. Reinicke. bbox=[262, 678, 481, 687]
notice-text: Die Anwendung der Schleifscheiben in der Industrie ist mit gewissen Gefahren verbunden. Zur Verhütung von Unfällen sind Schutzhauben anzubringen, deren Festigkeit ausreichend sein muß. bbox=[722, 550, 962, 585]
book-entry: Peters, Karl: Englands Weltmacht. Berlin. bbox=[262, 1017, 398, 1026]
edge-text-line bbox=[2, 635, 26, 642]
edge-text-line bbox=[2, 125, 26, 132]
book-entry: Wie das republikanische Frankreich den Krieg vorbereitete. Berlin. bbox=[262, 949, 481, 958]
edge-text-line bbox=[2, 1115, 26, 1122]
notice-text: Die Anwendung der Schleifscheiben in der Industrie ist mit gewissen Gefahren verbunden. Zur Verhütung von Unfällen sind Schutzhauben anzubringen, deren Festigkeit ausreichend sein muß. bbox=[722, 726, 962, 761]
edge-text-line bbox=[2, 805, 26, 812]
notice-title: Die amerikanische Torfindustrie. bbox=[722, 766, 879, 777]
book-entry: Halfeld, Adolf: Der Arbeitsmarkt im Krieg. Jena, G. Fischer. bbox=[262, 695, 455, 704]
review-text: Par Antoine Viscont. Genève et Lausanne 1917. Die Schrift behandelt die litauische Frage im Weltkrieg und gibt eine Darstellung der geschichtlichen Grundlagen des litauischen Volkes. bbox=[34, 1269, 256, 1304]
edge-text-line bbox=[2, 1225, 26, 1232]
edge-text-line bbox=[2, 335, 26, 342]
edge-text-line bbox=[2, 595, 26, 602]
adjacent-page-edge bbox=[0, 0, 29, 1456]
edge-text-line bbox=[2, 105, 26, 112]
book-entry: Fischer, H.: Die Not der Zeit. Leipzig. bbox=[262, 899, 385, 908]
article-title: Die Möglichkeit einer realistischen Logik bbox=[34, 125, 256, 136]
edge-text-line bbox=[2, 855, 26, 862]
edge-text-line bbox=[2, 645, 26, 652]
article-paragraph: Ein großer Vorteil der Schwebebahnen liegt darin, daß sie den Boden für andere Verkehrsmittel frei lassen und daß sie auch über Gebäude, Straßen und Gleisanlagen hinweggeführt werden können. bbox=[494, 652, 716, 687]
edge-text-line bbox=[2, 955, 26, 962]
notice-text: Die Einführung der Luftbremse in den Schmalspurbahnen ist eine notwendige Forderung geworden. Die Bremsen wirken auf alle Achsen des Zuges gleichzeitig und ermöglichen eine wesentliche Verkürzung des Bremsweges. bbox=[722, 426, 962, 461]
article-paragraph: Wir sehen hier, daß die Philosophie des Gegenstandes eine gewisse Selbständigkeit gegenüber der Erkenntnistheorie gewinnt, indem sie die objektive Geltung nicht mehr vom Subjekt ableitet. Der Weg führt von der Logik zur Ontologie. bbox=[34, 793, 256, 828]
article-paragraph: Zu der hohen Entwicklung des Baues von Elektrohängebahnen haben die deutschen Firmen in hervorragender Weise beigetragen. Mit der Ausdehnung der Industrie werden auch weitere Anwendungsgebiete erschlossen. bbox=[722, 225, 962, 260]
book-entry: Kaegi, Paul: Das Gebet. Zürich. bbox=[262, 720, 364, 729]
edge-text-line bbox=[2, 485, 26, 492]
edge-text-line bbox=[2, 265, 26, 272]
